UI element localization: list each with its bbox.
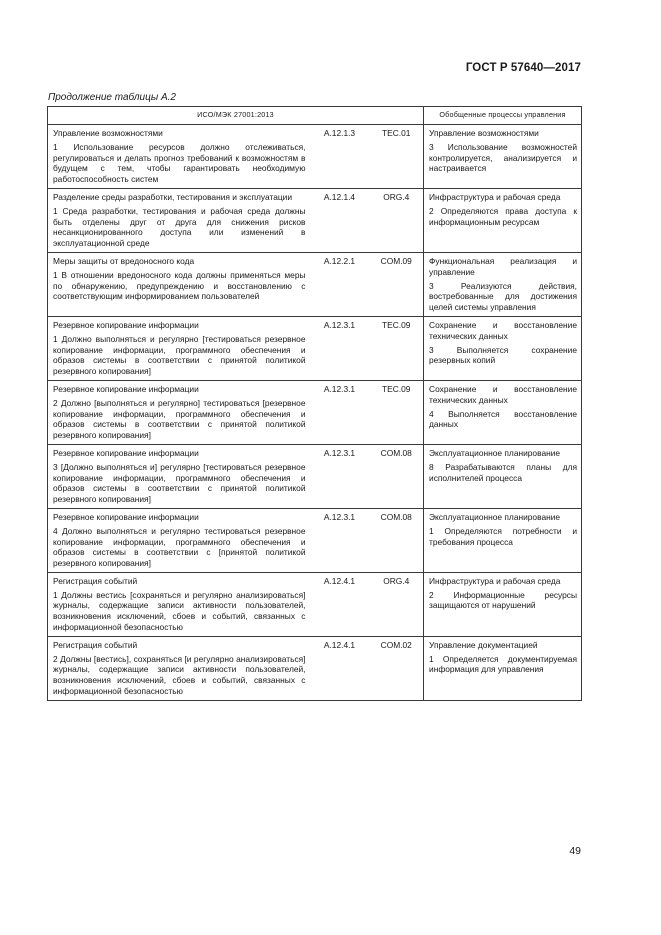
control-text: 2 Должно [выполняться и регулярно] тестироваться [резервное копирование информации, программного обеспечения и образов системы в соответствии с принятой политикой резервного копирования] <box>53 397 306 441</box>
process-title: Эксплуатационное планирование <box>429 447 561 458</box>
process-title: Управление документацией <box>429 639 538 650</box>
table-row <box>48 252 582 316</box>
process-code: COM.09 <box>370 252 424 316</box>
control-reference: A.12.1.3 <box>310 125 370 189</box>
process-description <box>424 188 582 252</box>
control-text: 2 Должны [вестись], сохраняться [и регулярно анализироваться] журналы, содержащие записи активности пользователей, возникновения исключений, сбоев и событий, связанных с информационной безопасностью <box>53 653 306 697</box>
process-title: Эксплуатационное планирование <box>429 511 561 522</box>
process-title: Инфраструктура и рабочая среда <box>429 575 561 586</box>
table-row <box>48 636 582 700</box>
control-reference: A.12.4.1 <box>310 572 370 636</box>
table-caption: Продолжение таблицы А.2 <box>48 92 176 103</box>
control-description <box>48 380 310 444</box>
control-text: 1 В отношении вредоносного кода должны применяться меры по обнаружению, предупреждению и восстановлению с соответствующим информированием пользователей <box>53 269 306 302</box>
header-iso-standard: ИСО/МЭК 27001:2013 <box>48 107 424 125</box>
control-description <box>48 572 310 636</box>
control-text: 1 Должны вестись [сохраняться и регулярно анализироваться] журналы, содержащие записи активности пользователей, возникновения исключений, сбоев и событий, связанных с информационной безопасностью <box>53 589 306 633</box>
control-reference: A.12.2.1 <box>310 252 370 316</box>
process-title: Инфраструктура и рабочая среда <box>429 191 561 202</box>
control-title: Регистрация событий <box>53 639 138 650</box>
table-row <box>48 188 582 252</box>
process-text: 4 Выполняется восстановление данных <box>429 408 578 430</box>
control-text: 3 [Должно выполняться и] регулярно [тестироваться резервное копирование информации, программного обеспечения и образов системы в соответствии с принятой политикой резервного копирования] <box>53 461 306 505</box>
table-row <box>48 316 582 380</box>
control-reference: A.12.4.1 <box>310 636 370 700</box>
process-text: 2 Определяются права доступа к информационным ресурсам <box>429 205 578 227</box>
standard-designation: ГОСТ Р 57640—2017 <box>465 62 581 74</box>
process-code: TEC.09 <box>370 380 424 444</box>
control-title: Резервное копирование информации <box>53 319 199 330</box>
process-code: COM.08 <box>370 444 424 508</box>
control-description <box>48 125 310 189</box>
control-text: 1 Должно выполняться и регулярно [тестироваться резервное копирование информации, программного обеспечения и образов системы в соответствии с принятой политикой резервного копирования] <box>53 333 306 377</box>
process-code: COM.08 <box>370 508 424 572</box>
process-description <box>424 636 582 700</box>
control-text: 1 Среда разработки, тестирования и рабочая среда должны быть отделены друг от друга для снижения рисков несанкционированного доступа или изменений в эксплуатационной среде <box>53 205 306 249</box>
table-row <box>48 380 582 444</box>
control-text: 4 Должно выполняться и регулярно тестироваться резервное копирование информации, программного обеспечения и образов системы в соответствии с [принятой политикой резервного копирования] <box>53 525 306 569</box>
process-description <box>424 444 582 508</box>
control-title: Разделение среды разработки, тестирования и эксплуатации <box>53 191 293 202</box>
control-description <box>48 188 310 252</box>
process-text: 3 Использование возможностей контролируется, анализируется и настраивается <box>429 141 578 174</box>
mapping-table <box>47 106 582 701</box>
control-description <box>48 508 310 572</box>
control-title: Резервное копирование информации <box>53 511 199 522</box>
header-generic-processes: Обобщенные процессы управления <box>424 107 582 125</box>
process-text: 2 Информационные ресурсы защищаются от нарушений <box>429 589 578 611</box>
process-code: ORG.4 <box>370 188 424 252</box>
control-reference: A.12.3.1 <box>310 380 370 444</box>
process-description <box>424 380 582 444</box>
process-title: Сохранение и восстановление технических данных <box>429 319 578 341</box>
table-header-row <box>48 107 582 125</box>
process-description <box>424 252 582 316</box>
process-code: TEC.09 <box>370 316 424 380</box>
table-row <box>48 444 582 508</box>
process-code: ORG.4 <box>370 572 424 636</box>
table-row <box>48 125 582 189</box>
table-row <box>48 508 582 572</box>
control-reference: A.12.3.1 <box>310 316 370 380</box>
page-number: 49 <box>569 845 581 857</box>
process-description <box>424 572 582 636</box>
table-row <box>48 572 582 636</box>
process-description <box>424 125 582 189</box>
control-title: Меры защиты от вредоносного кода <box>53 255 195 266</box>
process-code: TEC.01 <box>370 125 424 189</box>
process-text: 8 Разрабатываются планы для исполнителей процесса <box>429 461 578 483</box>
process-text: 3 Реализуются действия, востребованные для достижения целей системы управления <box>429 280 578 313</box>
process-title: Управление возможностями <box>429 128 539 138</box>
process-description <box>424 508 582 572</box>
control-description <box>48 636 310 700</box>
control-title: Регистрация событий <box>53 575 138 586</box>
control-title: Управление возможностями <box>53 128 163 138</box>
control-title: Резервное копирование информации <box>53 447 199 458</box>
process-title: Функциональная реализация и управление <box>429 255 578 277</box>
control-reference: A.12.1.4 <box>310 188 370 252</box>
control-title: Резервное копирование информации <box>53 383 199 394</box>
control-reference: A.12.3.1 <box>310 444 370 508</box>
process-text: 1 Определяются потребности и требования процесса <box>429 525 578 547</box>
control-description <box>48 444 310 508</box>
control-description <box>48 316 310 380</box>
control-text: 1 Использование ресурсов должно отслеживаться, регулироваться и делать прогноз требований к возможностям в будущем с тем, чтобы гарантировать необходимую работоспособность систем <box>53 141 306 185</box>
process-code: COM.02 <box>370 636 424 700</box>
process-text: 3 Выполняется сохранение резервных копий <box>429 344 578 366</box>
control-description <box>48 252 310 316</box>
process-title: Сохранение и восстановление технических данных <box>429 383 578 405</box>
control-reference: A.12.3.1 <box>310 508 370 572</box>
process-text: 1 Определяется документируемая информация для управления <box>429 653 578 675</box>
process-description <box>424 316 582 380</box>
